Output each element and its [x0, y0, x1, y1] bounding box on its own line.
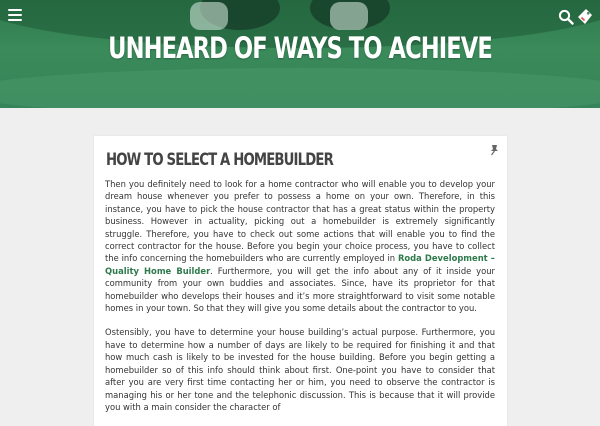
- builder-link[interactable]: Roda Development – Quality Home Builder: [105, 253, 495, 276]
- post-paragraph-2: Ostensibly, you have to determine your house building’s actual purpose. Furthermore, you have to determine how a number of days are likely to be required for finishing it and that how much cash is likely to be invested for the house building. Before you begin getting a homebuilder so of this info should think about first. One-point you have to consider that after you are very first time contacting her or him, you need to observe the contractor is managing his or her tone and the telephonic discussion. This is because that it will provide you with a main consider the character of: [105, 327, 495, 412]
- site-header: [0, 0, 600, 108]
- hamburger-menu-icon[interactable]: [8, 9, 22, 23]
- pushpin-icon: [489, 144, 500, 156]
- tag-icon[interactable]: [577, 8, 593, 26]
- post-paragraph-1: [105, 178, 495, 314]
- paragraph-1-text-start: Then you definitely need to look for a home contractor who will enable you to develop your dream house whenever you prefer to possess a home on your own. Therefore, in this instance, you have to pick the house contractor that has a great status within the property business. However in actuality, picking out a homebuilder is extremely significantly struggle. Therefore, you have to check out some actions that will enable you to find the correct contractor for the house. Before you begin your choice process, you have to collect the info concerning the homebuilders who are currently employed in: [105, 179, 495, 264]
- post-card: [94, 136, 507, 426]
- post-title[interactable]: HOW TO SELECT A HOMEBUILDER: [106, 150, 333, 170]
- post-body: [105, 178, 495, 425]
- site-title[interactable]: UNHEARD OF WAYS TO ACHIEVE: [108, 31, 492, 65]
- paragraph-1-text-end: . Furthermore, you will get the info about any of it inside your community from your own buddies and associates. Since, have its proprietor for that homebuilder who develops their houses and it’s more straightforward to visit some notable homes in your town. So that they will give you some details about the contractor to you.: [105, 265, 495, 314]
- search-icon[interactable]: [558, 9, 574, 25]
